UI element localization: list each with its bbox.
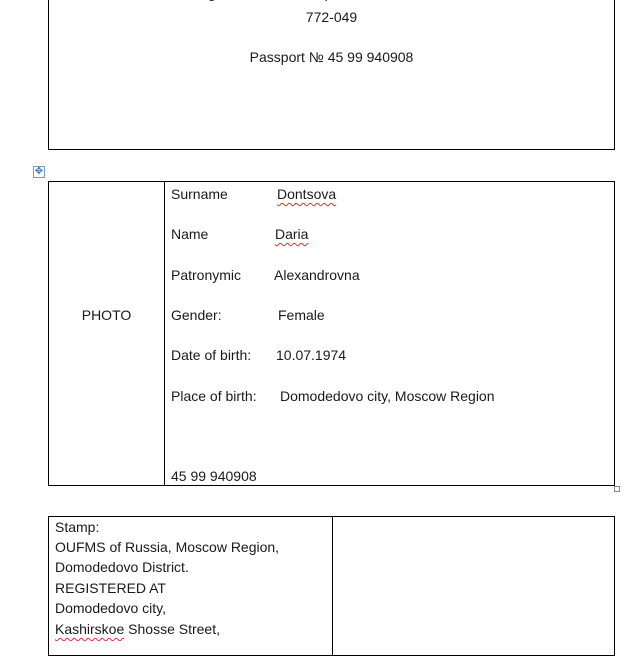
field-label: Gender: bbox=[171, 307, 222, 323]
field-label: Date of birth: bbox=[171, 347, 252, 363]
stamp-table bbox=[48, 516, 615, 656]
field-label: Patronymic bbox=[171, 267, 242, 283]
seal-text bbox=[49, 0, 614, 1]
seal-code: 772-049 bbox=[305, 9, 358, 25]
stamp-line: REGISTERED AT bbox=[55, 580, 166, 596]
stamp-line: Stamp: bbox=[55, 519, 100, 535]
record-number: 45 99 940908 bbox=[171, 468, 257, 484]
stamp-cell bbox=[49, 517, 333, 655]
move-arrows-icon[interactable]: ✥ bbox=[34, 166, 44, 177]
top-seal-box bbox=[48, 0, 615, 150]
field-value: Daria bbox=[275, 226, 309, 242]
field-label: Name bbox=[171, 226, 209, 242]
stamp-line: Domodedovo District. bbox=[55, 559, 189, 575]
photo-cell bbox=[49, 182, 165, 485]
resize-square-icon[interactable] bbox=[614, 486, 620, 492]
field-value: Dontsova bbox=[277, 186, 337, 202]
field-label: Surname bbox=[171, 186, 228, 202]
stamp-line: Domodedovo city, bbox=[55, 600, 167, 616]
field-value: Alexandrovna bbox=[274, 267, 360, 283]
stamp-line: OUFMS of Russia, Moscow Region, bbox=[55, 539, 280, 555]
passport-number: Passport № 45 99 940908 bbox=[249, 49, 414, 65]
field-value: Female bbox=[278, 307, 325, 323]
street-suffix: Shosse Street, bbox=[128, 621, 220, 637]
personal-record-table bbox=[48, 181, 615, 486]
field-label: Place of birth: bbox=[171, 388, 257, 404]
street-name: Kashirskoe bbox=[55, 621, 125, 637]
field-value: 10.07.1974 bbox=[276, 347, 347, 363]
field-value: Domodedovo city, Moscow Region bbox=[280, 388, 495, 404]
photo-label: PHOTO bbox=[81, 307, 132, 323]
stamp-line-street bbox=[55, 621, 220, 637]
